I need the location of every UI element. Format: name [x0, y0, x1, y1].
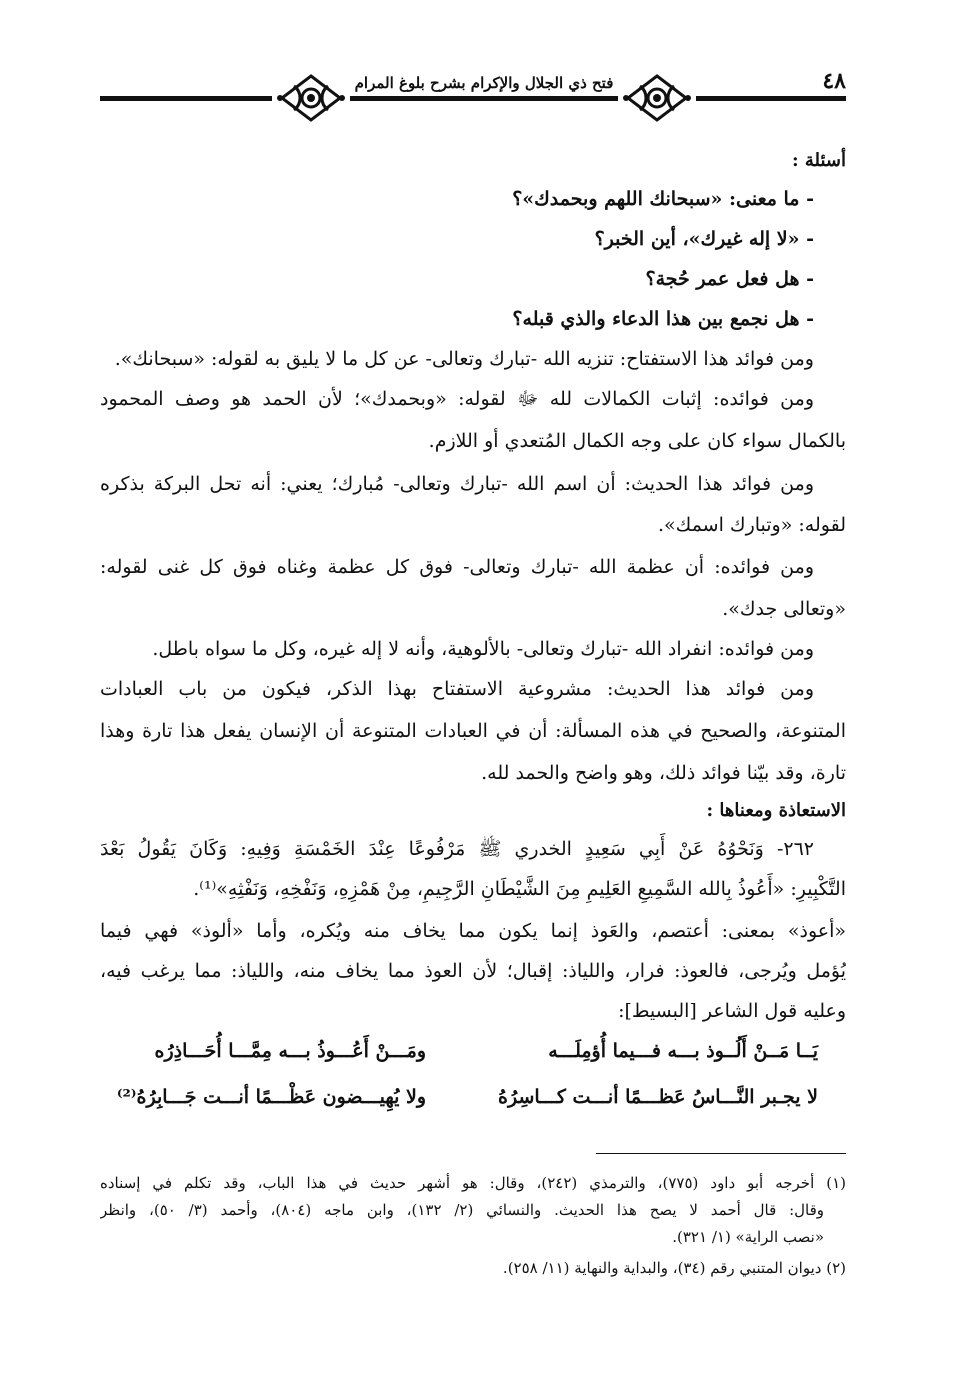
paragraph-line: «وتعالى جدك». — [722, 598, 846, 620]
ornament-left-icon — [274, 72, 348, 124]
paragraph-line: ومن فوائده: إثبات الكمالات لله ﷻ لقوله: «وبحمدك»؛ لأن الحمد هو وصف المحمود — [100, 388, 814, 410]
question-line: - هل نجمع بين هذا الدعاء والذي قبله؟ — [512, 308, 814, 330]
paragraph-line: ومن فوائد هذا الحديث: مشروعية الاستفتاح بهذا الذكر، فيكون من باب العبادات — [100, 678, 814, 700]
poem-hemistich: ولا يُهِيـــضون عَظْـــمًا أنـــت جَـــابِرُهُ⁽²⁾ — [116, 1086, 426, 1108]
header-rule-middle — [350, 96, 618, 101]
ornament-right-icon — [620, 72, 694, 124]
hadith-line: ٢٦٢- وَنَحْوُهُ عَنْ أَبِي سَعِيدٍ الخدري ﷺ مَرْفُوعًا عِنْدَ الخَمْسَةِ وَفِيهِ: وَكَانَ يَقُولُ بَعْدَ — [100, 838, 814, 860]
running-title: فتح ذي الجلال والإكرام بشرح بلوغ المرام — [354, 74, 614, 92]
paragraph-line: ومن فوائد هذا الحديث: أن اسم الله -تبارك وتعالى- مُبارك؛ يعني: أنه تحل البركة بذكره — [100, 473, 814, 495]
section-heading: الاستعاذة ومعناها : — [706, 800, 846, 821]
footnote-line: وقال: قال أحمد لا يصح هذا الحديث. والنسائي (٢/ ١٣٢)، وابن ماجه (٨٠٤)، وأحمد (٣/ ٥٠)، وانظر — [100, 1201, 825, 1219]
paragraph-line: المتنوعة، والصحيح في هذه المسألة: أن في العبادات المتنوعة أن الإنسان يفعل هذا تارة وهذا — [100, 720, 846, 742]
paragraph-line: وعليه قول الشاعر [البسيط]: — [618, 1000, 846, 1022]
paragraph-line: تارة، وقد بيّنا فوائد ذلك، وهو واضح والحمد لله. — [481, 762, 846, 784]
paragraph-line: بالكمال سواء كان على وجه الكمال المُتعدي أو اللازم. — [428, 430, 846, 452]
poem-hemistich: ومَـــنْ أَعُـــوذُ بـــه مِمَّـــا أُحَـــاذِرُه — [154, 1040, 426, 1062]
header-rule-left — [100, 96, 272, 101]
poem-hemistich: يَــا مَــنْ أَلُــوذ بـــه فـــيما أُؤمِلَـــه — [548, 1040, 818, 1062]
paragraph-line: ومن فوائده: أن عظمة الله -تبارك وتعالى- فوق كل عظمة وغناه فوق كل غنى لقوله: — [100, 556, 814, 578]
question-line: - هل فعل عمر حُجة؟ — [645, 268, 814, 290]
footnote-line: (١) أخرجه أبو داود (٧٧٥)، والترمذي (٢٤٢)، وقال: هو أشهر حديث في هذا الباب، وقد تكلم في إسناده — [100, 1174, 846, 1192]
paragraph-line: ومن فوائده: انفراد الله -تبارك وتعالى- بالألوهية، وأنه لا إله غيره، وكل ما سواه باطل. — [152, 638, 814, 660]
footnote-line: (٢) ديوان المتنبي رقم (٣٤)، والبداية والنهاية (١١/ ٢٥٨). — [502, 1259, 846, 1277]
question-line: - ما معنى: «سبحانك اللهم وبحمدك»؟ — [512, 188, 814, 210]
paragraph-line: يُؤمل ويُرجى، فالعوذ: فرار، واللياذ: إقبال؛ لأن العوذ مما يخاف منه، واللياذ: مما يرغب فيه، — [100, 960, 846, 982]
header-rule-right — [696, 96, 846, 101]
footnote-line: «نصب الراية» (١/ ٣٢١). — [672, 1228, 824, 1246]
paragraph-line: ومن فوائد هذا الاستفتاح: تنزيه الله -تبارك وتعالى- عن كل ما لا يليق به لقوله: «سبحانك». — [114, 348, 814, 370]
hadith-line: التَّكْبِيرِ: «أَعُوذُ بِالله السَّمِيعِ العَلِيمِ مِنَ الشَّيْطَانِ الرَّجِيمِ، مِنْ هَمْزِهِ، وَنَفْخِهِ، وَنَفْثِهِ»⁽¹⁾. — [193, 878, 846, 900]
footnote-separator — [596, 1153, 846, 1154]
question-line: - «لا إله غيرك»، أين الخبر؟ — [594, 228, 814, 250]
paragraph-line: «أعوذ» بمعنى: أعتصم، والعَوذ إنما يكون مما يخاف منه ويُكره، وأما «ألوذ» فهي فيما — [100, 920, 846, 942]
poem-verse — [100, 1030, 846, 1072]
paragraph-line: لقوله: «وتبارك اسمك». — [658, 514, 846, 536]
poem-hemistich: لا يجـبر النَّـــاسُ عَظـــمًا أنـــت كـــاسِرُهُ — [498, 1086, 818, 1108]
poem-verse — [100, 1076, 846, 1118]
questions-heading: أسئلة : — [791, 150, 846, 171]
page-number: ٤٨ — [822, 68, 846, 94]
page-header — [100, 62, 846, 128]
